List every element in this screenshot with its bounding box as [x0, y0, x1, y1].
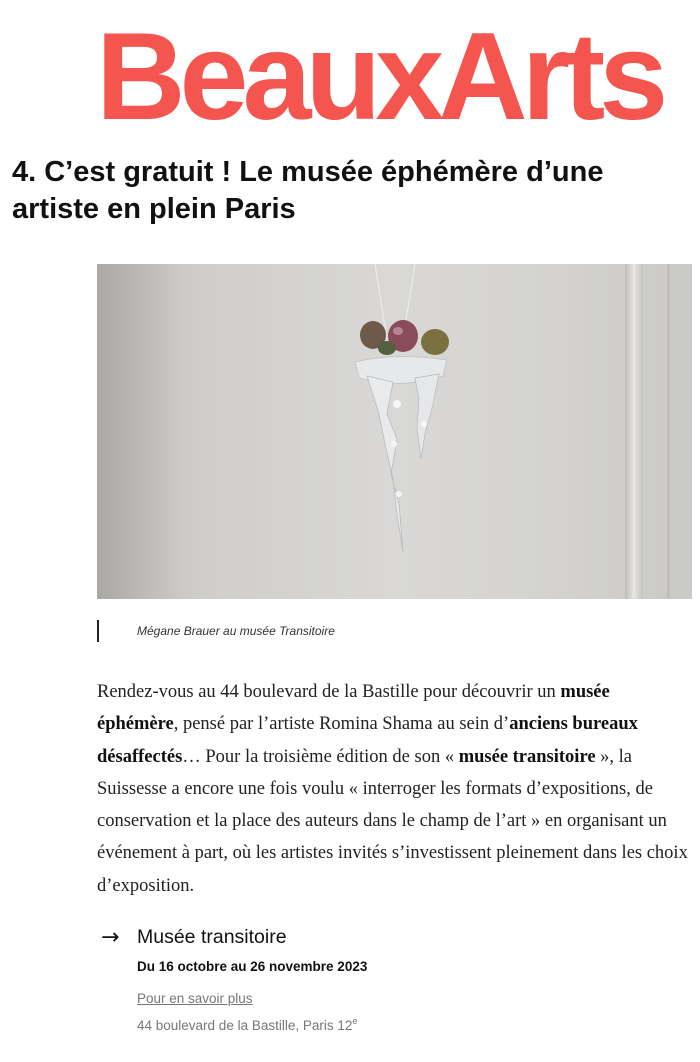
address-text: 44 boulevard de la Bastille, Paris 12 [137, 1018, 353, 1033]
address-superscript: e [352, 1016, 358, 1026]
article-body [97, 676, 689, 902]
body-segment: … Pour la troisième édition de son « [182, 746, 459, 767]
body-emphasis: musée éphémère [97, 682, 610, 735]
body-segment: », la Suissesse a encore une fois voulu « interroger les formats d’expositions, de conservation et la place des auteurs dans le champ de l’art » en organisant un événement à part, où les artistes invités s’investissent pleinement dans les choix d’exposition. [97, 746, 688, 896]
more-info-link[interactable]: Pour en savoir plus [137, 991, 253, 1006]
image-caption: Mégane Brauer au musée Transitoire [97, 620, 335, 642]
event-dates: Du 16 octobre au 26 novembre 2023 [137, 959, 368, 974]
body-segment: Rendez-vous au 44 boulevard de la Bastille pour découvrir un [97, 682, 561, 702]
hanging-sculpture-illustration [97, 264, 692, 599]
article-image [97, 264, 692, 599]
site-logo[interactable]: BeauxArts [96, 8, 663, 146]
body-emphasis: musée transitoire [458, 746, 596, 767]
right-arrow-icon: → [101, 925, 120, 950]
body-segment: , pensé par l’artiste Romina Shama au sein d’ [173, 714, 510, 735]
event-title: Musée transitoire [137, 926, 287, 948]
article-headline: 4. C’est gratuit ! Le musée éphémère d’une artiste en plein Paris [12, 156, 604, 225]
event-address [137, 1016, 357, 1036]
body-emphasis: anciens bureaux désaffectés [97, 714, 638, 767]
